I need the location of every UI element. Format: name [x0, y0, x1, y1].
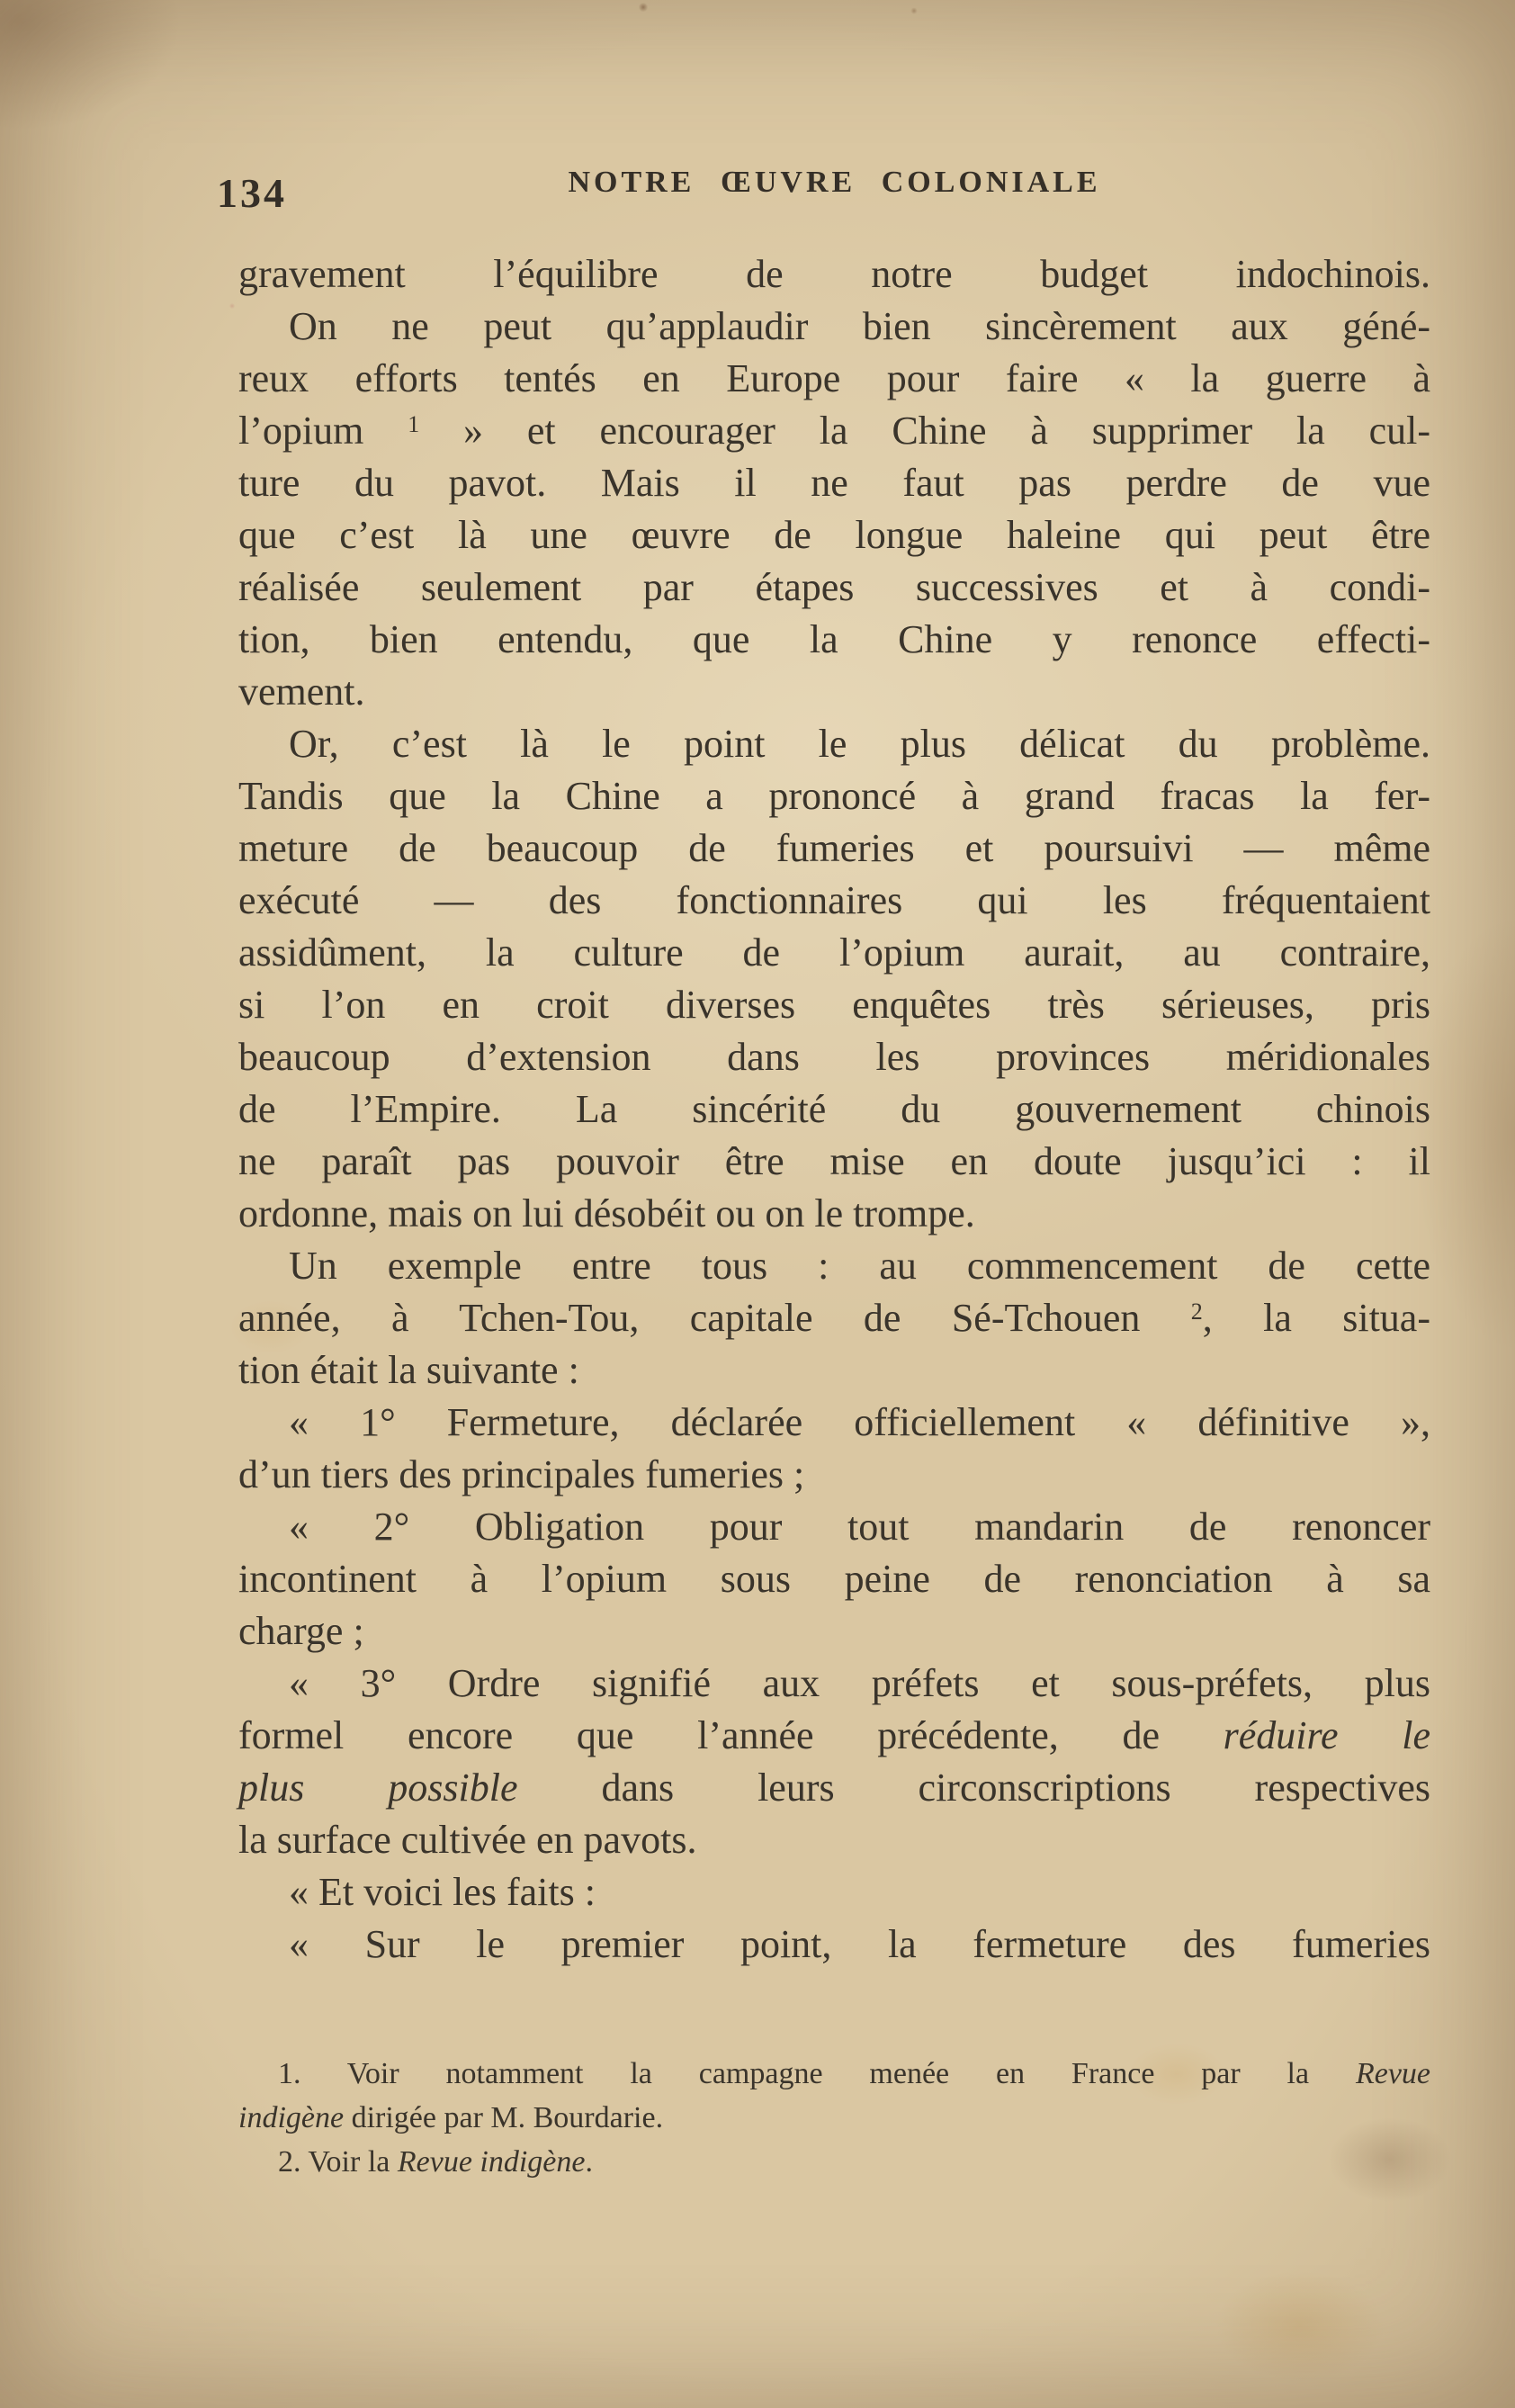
text-line — [238, 509, 1430, 562]
page-number: 134 — [217, 170, 287, 216]
text-line — [238, 1658, 1430, 1710]
text-segment: d’un tiers des principales fumeries ; — [238, 1452, 805, 1496]
text-segment: formel encore que l’année précédente, de — [238, 1713, 1224, 1757]
text-line — [238, 1866, 1430, 1918]
text-line — [238, 1710, 1430, 1762]
text-segment: gravement l’équilibre de notre budget indochinois. — [238, 252, 1430, 296]
text-line — [238, 1918, 1430, 1971]
text-segment: dirigée par M. Bourdarie. — [344, 2101, 664, 2134]
text-segment: assidûment, la culture de l’opium aurait, au contraire, — [238, 930, 1430, 975]
text-segment: Revue indigène — [397, 2145, 586, 2179]
text-line — [238, 2096, 1430, 2140]
text-segment: meture de beaucoup de fumeries et poursuivi — même — [238, 826, 1430, 870]
text-line — [238, 248, 1430, 301]
footnote-ref-superscript: 1 — [408, 411, 420, 437]
text-segment: dans leurs circonscriptions respectives — [517, 1766, 1431, 1810]
text-line — [238, 927, 1430, 979]
text-line — [238, 1136, 1430, 1188]
text-segment: l’opium — [238, 409, 408, 453]
text-segment: incontinent à l’opium sous peine de renonciation à sa — [238, 1557, 1430, 1601]
text-segment: Un exemple entre tous : au commencement de cette — [289, 1244, 1430, 1288]
text-segment: « Et voici les faits : — [289, 1870, 596, 1914]
text-line — [238, 405, 1430, 457]
text-segment: tion était la suivante : — [238, 1348, 579, 1392]
text-line — [238, 1397, 1430, 1449]
text-segment: tion, bien entendu, que la Chine y renonce effecti- — [238, 617, 1430, 661]
text-segment: plus possible — [238, 1766, 518, 1810]
text-line — [238, 457, 1430, 509]
text-segment: année, à Tchen-Tou, capitale de Sé-Tchouen — [238, 1296, 1191, 1340]
text-line — [238, 1344, 1430, 1397]
page-header — [217, 164, 1430, 236]
text-line — [238, 1814, 1430, 1866]
text-segment: Or, c’est là le point le plus délicat du problème. — [289, 722, 1430, 766]
text-line — [238, 666, 1430, 718]
text-segment: On ne peut qu’applaudir bien sincèrement aux géné- — [289, 304, 1430, 348]
text-line — [238, 1188, 1430, 1240]
text-segment: Tandis que la Chine a prononcé à grand fracas la fer- — [238, 774, 1430, 818]
text-segment: , la situa- — [1202, 1296, 1430, 1340]
text-segment: 2. Voir la — [278, 2145, 398, 2179]
text-segment: « 2° Obligation pour tout mandarin de renoncer — [289, 1505, 1430, 1549]
text-segment: « 1° Fermeture, déclarée officiellement « définitive », — [289, 1400, 1430, 1444]
text-line — [238, 2052, 1430, 2096]
footnotes — [238, 2052, 1430, 2184]
text-segment: réduire le — [1223, 1713, 1430, 1757]
text-segment: ture du pavot. Mais il ne faut pas perdre de vue — [238, 461, 1430, 505]
body-text — [238, 248, 1430, 1971]
text-segment: » et encourager la Chine à supprimer la cul- — [419, 409, 1430, 453]
text-segment: . — [585, 2145, 593, 2179]
text-line — [238, 1449, 1430, 1501]
text-line — [238, 1240, 1430, 1292]
text-line — [238, 1292, 1430, 1344]
footnote-ref-superscript: 2 — [1190, 1298, 1203, 1325]
text-line — [238, 822, 1430, 875]
text-line — [238, 718, 1430, 770]
text-segment: si l’on en croit diverses enquêtes très sérieuses, pris — [238, 983, 1430, 1027]
text-line — [238, 1031, 1430, 1083]
text-segment: beaucoup d’extension dans les provinces méridionales — [238, 1035, 1430, 1079]
text-line — [238, 562, 1430, 614]
running-title: NOTRE ŒUVRE COLONIALE — [568, 166, 1101, 199]
text-line — [238, 1762, 1430, 1814]
text-segment: exécuté — des fonctionnaires qui les fréquentaient — [238, 878, 1430, 922]
text-line — [238, 301, 1430, 353]
text-segment: de l’Empire. La sincérité du gouvernement chinois — [238, 1087, 1430, 1131]
text-segment: ne paraît pas pouvoir être mise en doute jusqu’ici : il — [238, 1139, 1430, 1183]
text-segment: réalisée seulement par étapes successives et à condi- — [238, 565, 1430, 609]
text-segment: indigène — [238, 2101, 345, 2134]
text-line — [238, 875, 1430, 927]
text-line — [238, 2140, 1430, 2184]
text-segment: « 3° Ordre signifié aux préfets et sous-préfets, plus — [289, 1661, 1430, 1705]
text-line — [238, 1553, 1430, 1605]
text-line — [238, 614, 1430, 666]
text-line — [238, 1605, 1430, 1658]
text-line — [238, 1083, 1430, 1136]
text-segment: vement. — [238, 669, 365, 714]
text-line — [238, 1501, 1430, 1553]
text-segment: Revue — [1355, 2057, 1430, 2090]
text-segment: reux efforts tentés en Europe pour faire « la guerre à — [238, 356, 1430, 400]
text-line — [238, 353, 1430, 405]
text-segment: charge ; — [238, 1609, 364, 1653]
text-line — [238, 770, 1430, 822]
text-segment: « Sur le premier point, la fermeture des fumeries — [289, 1922, 1430, 1966]
text-segment: ordonne, mais on lui désobéit ou on le trompe. — [238, 1191, 975, 1235]
text-segment: la surface cultivée en pavots. — [238, 1818, 697, 1862]
text-segment: 1. Voir notamment la campagne menée en France par la — [278, 2057, 1356, 2090]
text-line — [238, 979, 1430, 1031]
text-segment: que c’est là une œuvre de longue haleine qui peut être — [238, 513, 1430, 557]
